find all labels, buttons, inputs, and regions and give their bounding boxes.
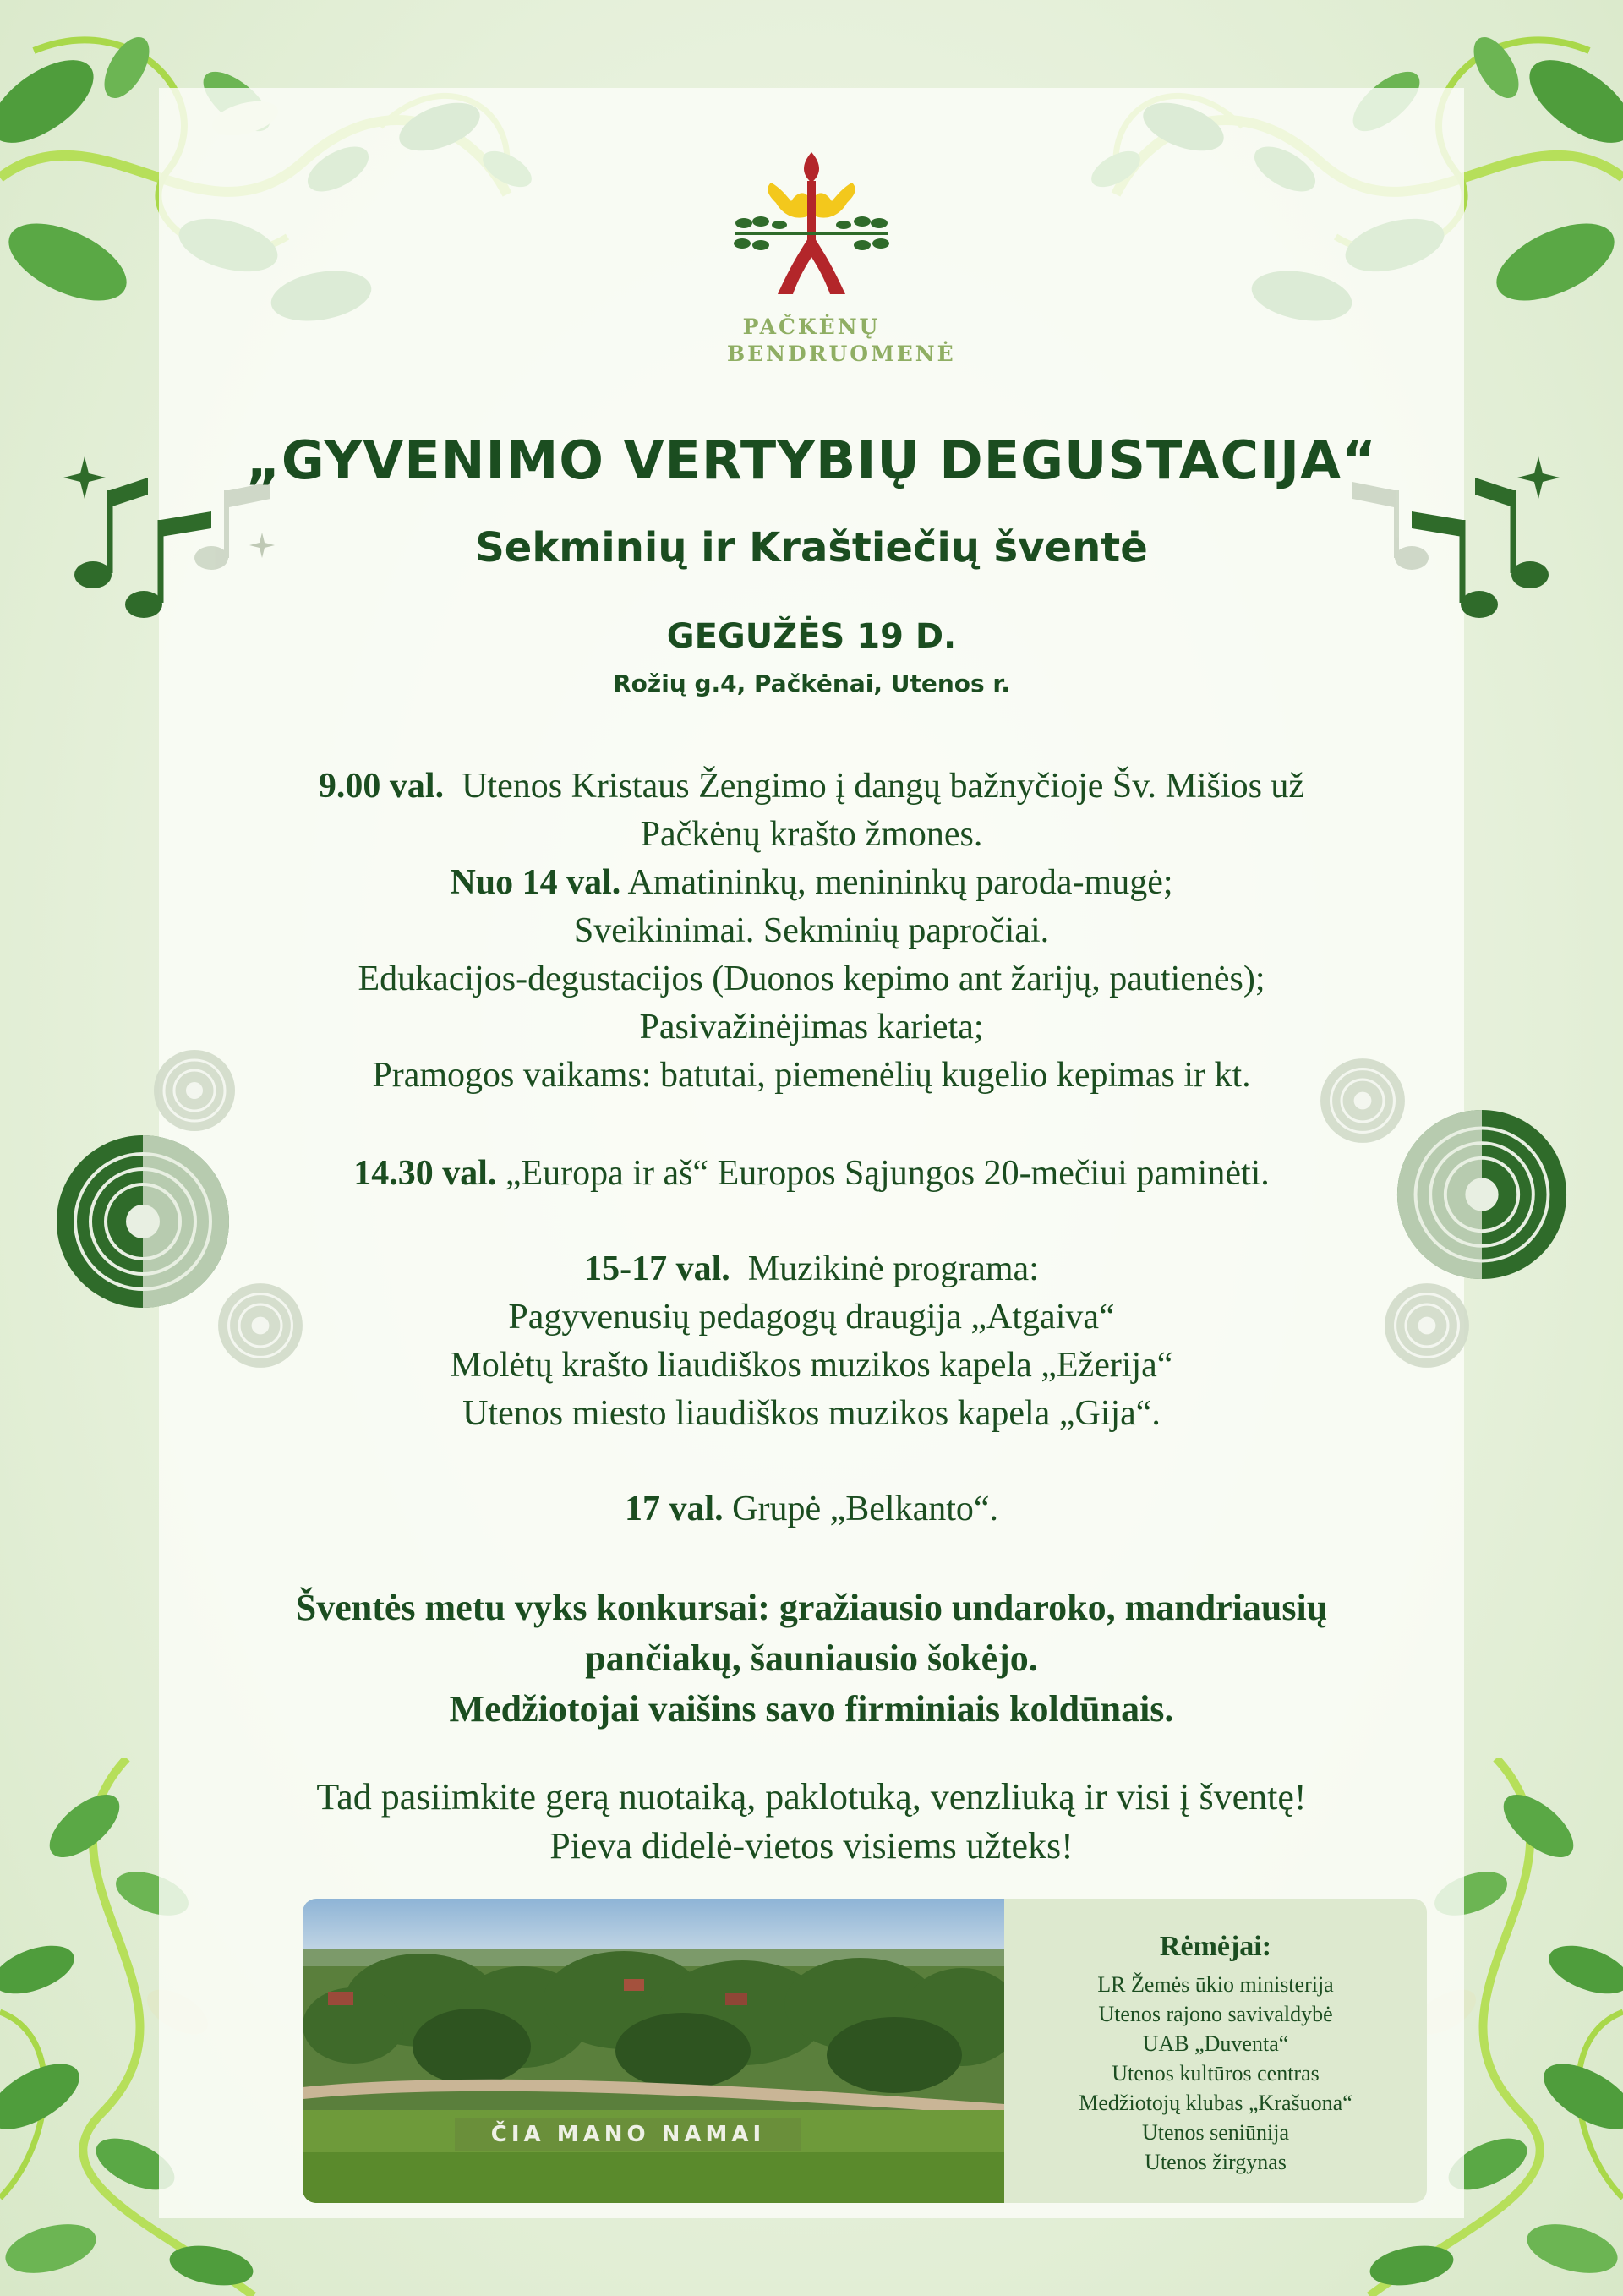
schedule-text: Pagyvenusių pedagogų draugija „Atgaiva“ [508,1298,1115,1337]
sponsor-item: Utenos kultūros centras [1112,2061,1320,2086]
schedule-text: Pačkėnų krašto žmones. [640,815,983,854]
schedule-time: 9.00 val. [318,767,445,806]
schedule-text: Pramogos vaikams: batutai, piemenėlių kugelio kepimas ir kt. [372,1056,1251,1095]
schedule-text: Molėtų krašto liaudiškos muzikos kapela „Ežerija“ [450,1346,1173,1385]
sponsor-item: UAB „Duventa“ [1142,2031,1289,2056]
event-date: GEGUŽĖS 19 D. [666,617,957,656]
schedule-text: Pasivažinėjimas karieta; [639,1008,984,1047]
schedule-text: Grupė „Belkanto“. [732,1490,999,1528]
contests-announcement [159,1583,1464,1735]
sponsors-list-panel [1004,1899,1427,2203]
schedule-text: Edukacijos-degustacijos (Duonos kepimo ant žarijų, pautienės); [358,959,1265,998]
sponsor-item: Utenos seniūnija [1141,2120,1290,2145]
closing-invitation [159,1773,1464,1871]
sponsor-item: LR Žemės ūkio ministerija [1097,1972,1334,1997]
event-address: Rožių g.4, Pačkėnai, Utenos r. [613,670,1010,697]
photo-sign-text: ČIA MANO NAMAI [490,2122,766,2147]
schedule-text: Amatininkų, menininkų paroda-mugė; [627,863,1173,902]
logo-name-line2: BENDRUOMENĖ [727,342,956,366]
event-subtitle: Sekminių ir Kraštiečių šventė [475,524,1148,571]
sponsor-item: Utenos rajono savivaldybė [1098,2002,1333,2026]
schedule-block-europe [159,1150,1464,1198]
schedule-block-music [159,1245,1464,1438]
community-emblem-icon [727,149,896,301]
schedule-block-morning [159,763,1464,1100]
schedule-time: Nuo 14 val. [450,863,621,902]
schedule-time: 15-17 val. [584,1249,730,1288]
schedule-text: Muzikinė programa: [747,1249,1039,1288]
logo-name-line1: PAČKĖNŲ [742,314,881,339]
schedule-time: 17 val. [624,1490,724,1528]
contests-line: pančiakų, šauniausio šokėjo. [585,1637,1038,1679]
contests-line: Medžiotojai vaišins savo firminiais koldūnais. [449,1688,1174,1730]
schedule-time: 14.30 val. [353,1154,497,1193]
sponsor-item: Utenos žirgynas [1145,2150,1287,2174]
closing-line: Pieva didelė-vietos visiems užteks! [549,1825,1074,1867]
schedule-block-evening [159,1485,1464,1533]
village-aerial-photo [303,1899,1004,2203]
sponsors-title: Rėmėjai: [1159,1931,1272,1962]
sponsor-item: Medžiotojų klubas „Krašuona“ [1079,2091,1352,2115]
event-title: „GYVENIMO VERTYBIŲ DEGUSTACIJA“ [246,429,1377,491]
community-logo [727,149,956,366]
schedule-text: „Europa ir aš“ Europos Sąjungos 20-mečiui paminėti. [505,1154,1270,1193]
closing-line: Tad pasiimkite gerą nuotaiką, paklotuką, venzliuką ir visi į šventę! [316,1776,1307,1818]
sponsors-section [303,1899,1427,2203]
contests-line: Šventės metu vyks konkursai: gražiausio undaroko, mandriausių [295,1587,1328,1628]
schedule-text: Utenos miesto liaudiškos muzikos kapela „Gija“. [462,1394,1161,1433]
sponsors-list [1004,1970,1427,2177]
schedule-text: Utenos Kristaus Žengimo į dangų bažnyčioje Šv. Mišios už [462,767,1305,806]
schedule-text: Sveikinimai. Sekminių papročiai. [573,911,1050,950]
